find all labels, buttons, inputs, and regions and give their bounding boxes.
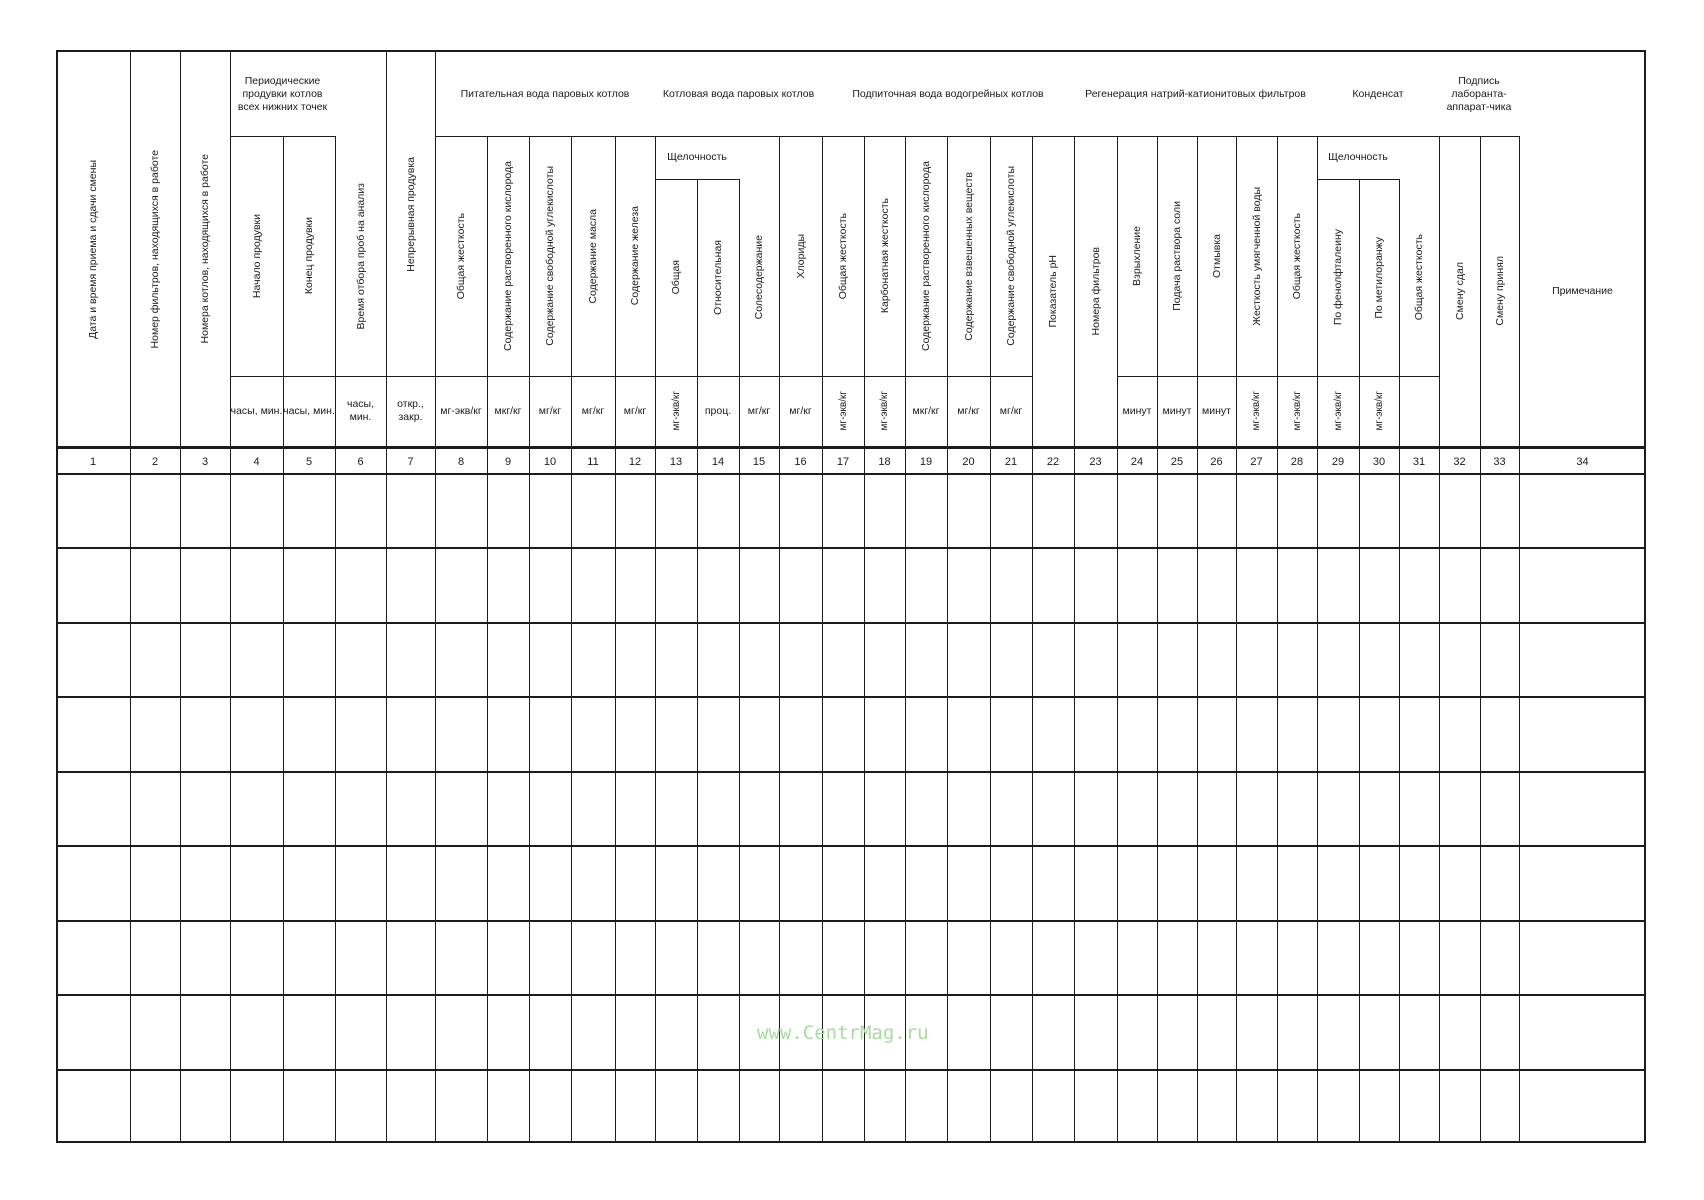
column-unit-11-text: мг/кг <box>581 404 605 417</box>
column-number-19 <box>905 451 947 473</box>
column-unit-9 <box>487 376 529 446</box>
column-number-33 <box>1480 451 1519 473</box>
column-unit-19 <box>905 376 947 446</box>
column-number-6-text: 6 <box>357 456 364 468</box>
column-header-11 <box>571 136 615 376</box>
column-header-9-text: Содержание растворенного кислорода <box>502 161 514 351</box>
column-number-7-text: 7 <box>407 456 414 468</box>
column-unit-14-text: проц. <box>704 404 732 417</box>
column-unit-30 <box>1359 376 1399 446</box>
row-line-4 <box>56 771 1646 773</box>
column-header-17-text: Общая жесткость <box>837 212 849 300</box>
column-header-21 <box>990 136 1032 376</box>
column-number-9 <box>487 451 529 473</box>
column-number-11 <box>571 451 615 473</box>
column-number-15-text: 15 <box>752 456 766 468</box>
column-header-32-text: Смену сдал <box>1453 262 1466 320</box>
column-number-26 <box>1197 451 1236 473</box>
column-number-24-text: 24 <box>1130 456 1144 468</box>
unit-line-31 <box>1399 376 1439 377</box>
column-number-34 <box>1519 451 1646 473</box>
header-separator <box>56 446 1646 449</box>
column-header-1-text: Дата и время приема и сдачи смены <box>87 159 99 339</box>
column-unit-6-text: часы, мин. <box>346 398 375 423</box>
column-header-25 <box>1157 136 1197 376</box>
column-unit-15-text: мг/кг <box>747 404 771 417</box>
group-header-feed-text: Питательная вода паровых котлов <box>460 87 630 100</box>
column-header-8 <box>435 136 487 376</box>
column-header-14 <box>697 179 739 376</box>
column-unit-26-text: минут <box>1202 404 1231 417</box>
column-unit-18 <box>864 376 905 446</box>
column-unit-10 <box>529 376 571 446</box>
column-header-8-text: Общая жесткость <box>455 212 467 300</box>
column-header-19 <box>905 136 947 376</box>
column-number-29 <box>1317 451 1359 473</box>
column-header-22-text: Показатель pH <box>1047 254 1059 328</box>
column-number-15 <box>739 451 779 473</box>
column-unit-28-text: мг-экв/кг <box>1291 391 1303 431</box>
group-header-purge-text: Периодические продувки котлов всех нижних точек <box>237 74 328 113</box>
column-header-7 <box>386 52 435 376</box>
column-number-32 <box>1439 451 1480 473</box>
column-header-27-text: Жесткость умягченной воды <box>1250 186 1263 326</box>
row-line-3 <box>56 696 1646 698</box>
column-number-23-text: 23 <box>1089 456 1102 468</box>
column-header-31-text: Общая жесткость <box>1413 234 1425 321</box>
column-number-16-text: 16 <box>794 456 807 468</box>
column-header-13 <box>655 179 697 376</box>
column-header-10-text: Содержание свободной углекислоты <box>544 166 556 346</box>
column-header-28 <box>1277 136 1317 376</box>
column-header-20 <box>947 136 990 376</box>
column-unit-17-text: мг-экв/кг <box>837 391 849 431</box>
column-unit-27 <box>1236 376 1277 446</box>
column-header-29-text: По фенолфталеину <box>1332 229 1344 326</box>
row-line-5 <box>56 845 1646 847</box>
column-number-20 <box>947 451 990 473</box>
column-number-6 <box>335 451 386 473</box>
column-header-1 <box>56 52 130 446</box>
group-header-purge <box>230 52 335 136</box>
group-header-makeup <box>822 52 1074 136</box>
column-number-3 <box>180 451 230 473</box>
column-unit-16-text: мг/кг <box>789 404 812 417</box>
column-header-34-text: Примечание <box>1552 284 1613 297</box>
column-header-28-text: Общая жесткость <box>1291 212 1303 300</box>
row-line-1 <box>56 547 1646 549</box>
column-unit-12-text: мг/кг <box>623 404 647 417</box>
column-number-4 <box>230 451 283 473</box>
column-header-21-text: Содержание свободной углекислоты <box>1005 166 1017 346</box>
column-unit-29-text: мг-экв/кг <box>1332 391 1344 431</box>
column-header-19-text: Содержание растворенного кислорода <box>920 161 932 351</box>
column-number-31 <box>1399 451 1439 473</box>
column-number-9-text: 9 <box>504 456 512 468</box>
column-header-2-text: Номер фильтров, находящихся в работе <box>149 149 161 349</box>
column-header-30 <box>1359 179 1399 376</box>
column-number-5 <box>283 451 335 473</box>
column-number-20-text: 20 <box>962 456 975 468</box>
column-number-14-text: 14 <box>711 456 725 468</box>
column-number-31-text: 31 <box>1412 456 1426 468</box>
column-header-3 <box>180 52 230 446</box>
group-header-feed <box>435 52 655 136</box>
subgroup-header-alk_boiler <box>655 136 739 179</box>
column-number-8-text: 8 <box>457 456 465 468</box>
column-header-16 <box>779 136 822 376</box>
group-header-cond-text: Конденсат <box>1352 87 1404 100</box>
column-unit-29 <box>1317 376 1359 446</box>
column-unit-11 <box>571 376 615 446</box>
group-header-regen-text: Регенерация натрий-катионитовых фильтров <box>1085 87 1306 100</box>
column-header-12-text: Содержание железа <box>629 206 641 306</box>
column-unit-5-text: часы, мин. <box>283 404 335 417</box>
group-header-sign-text: Подпись лаборанта-аппарат-чика <box>1446 74 1512 113</box>
column-header-6 <box>335 136 386 376</box>
column-header-5-text: Конец продувки <box>303 217 315 295</box>
column-header-33-text: Смену принял <box>1493 256 1506 326</box>
column-unit-13-text: мг-экв/кг <box>670 391 682 431</box>
column-header-4 <box>230 136 283 376</box>
column-unit-24 <box>1117 376 1157 446</box>
column-number-18-text: 18 <box>878 456 891 468</box>
column-number-28-text: 28 <box>1290 456 1304 468</box>
column-number-17 <box>822 451 864 473</box>
subgroup-header-alk_boiler-text: Щелочность <box>667 151 727 163</box>
column-header-20-text: Содержание взвешенных веществ <box>962 171 975 341</box>
column-header-22 <box>1032 136 1074 446</box>
group-header-sign <box>1439 52 1519 136</box>
column-unit-7-text: откр., закр. <box>397 398 424 423</box>
column-unit-10-text: мг/кг <box>538 404 562 417</box>
column-header-33 <box>1480 136 1519 446</box>
border-bottom <box>56 1141 1646 1143</box>
column-number-22-text: 22 <box>1046 456 1060 468</box>
column-header-30-text: По метилоранжу <box>1373 236 1385 319</box>
column-number-1 <box>56 451 130 473</box>
column-header-18 <box>864 136 905 376</box>
column-number-27 <box>1236 451 1277 473</box>
column-number-23 <box>1074 451 1117 473</box>
column-header-23 <box>1074 136 1117 446</box>
column-number-2-text: 2 <box>151 456 159 468</box>
column-header-26 <box>1197 136 1236 376</box>
number-row-bottom <box>56 473 1646 475</box>
column-number-1-text: 1 <box>89 456 97 468</box>
subgroup-header-alk_cond <box>1317 136 1399 179</box>
column-header-15 <box>739 179 779 376</box>
column-header-18-text: Карбонатная жесткость <box>878 198 891 314</box>
group-header-regen <box>1074 52 1317 136</box>
column-number-10 <box>529 451 571 473</box>
column-unit-17 <box>822 376 864 446</box>
column-unit-16 <box>779 376 822 446</box>
column-unit-8-text: мг-экв/кг <box>440 404 482 417</box>
column-unit-28 <box>1277 376 1317 446</box>
column-number-33-text: 33 <box>1493 456 1506 468</box>
column-header-6-text: Время отбора проб на анализ <box>354 182 367 330</box>
watermark: www.CentrMag.ru <box>757 1022 929 1044</box>
group-header-cond <box>1317 52 1439 136</box>
column-number-26-text: 26 <box>1210 456 1223 468</box>
column-unit-15 <box>739 376 779 446</box>
column-header-34 <box>1519 136 1646 446</box>
subgroup-header-alk_cond-text: Щелочность <box>1328 151 1388 163</box>
group-header-boiler <box>655 52 822 136</box>
column-header-26-text: Отмывка <box>1210 234 1223 278</box>
column-unit-20-text: мг/кг <box>957 404 980 417</box>
column-number-24 <box>1117 451 1157 473</box>
column-header-2 <box>130 52 180 446</box>
column-unit-21 <box>990 376 1032 446</box>
column-header-9 <box>487 136 529 376</box>
row-line-7 <box>56 994 1646 996</box>
column-unit-24-text: минут <box>1122 404 1152 417</box>
column-header-10 <box>529 136 571 376</box>
column-header-31 <box>1399 179 1439 376</box>
column-number-32-text: 32 <box>1453 456 1466 468</box>
row-line-2 <box>56 622 1646 624</box>
column-number-18 <box>864 451 905 473</box>
column-number-7 <box>386 451 435 473</box>
column-header-15-text: Солесодержание <box>753 235 765 320</box>
column-header-27 <box>1236 136 1277 376</box>
column-number-13-text: 13 <box>669 456 683 468</box>
column-unit-18-text: мг-экв/кг <box>879 391 890 431</box>
column-number-25-text: 25 <box>1170 456 1184 468</box>
column-unit-13 <box>655 376 697 446</box>
column-header-3-text: Номера котлов, находящихся в работе <box>199 154 211 344</box>
column-number-12-text: 12 <box>628 456 642 468</box>
column-header-16-text: Хлориды <box>794 233 807 279</box>
column-unit-25-text: минут <box>1162 404 1192 417</box>
column-number-30-text: 30 <box>1372 456 1386 468</box>
column-unit-8 <box>435 376 487 446</box>
column-number-10-text: 10 <box>543 456 557 468</box>
column-number-4-text: 4 <box>253 456 260 468</box>
column-header-17 <box>822 136 864 376</box>
column-number-27-text: 27 <box>1250 456 1263 468</box>
column-number-21 <box>990 451 1032 473</box>
column-unit-26 <box>1197 376 1236 446</box>
column-unit-7 <box>386 376 435 446</box>
column-number-19-text: 19 <box>919 456 933 468</box>
column-unit-21-text: мг/кг <box>999 404 1023 417</box>
column-unit-19-text: мкг/кг <box>912 404 940 417</box>
column-number-22 <box>1032 451 1074 473</box>
column-unit-6 <box>335 376 386 446</box>
column-number-17-text: 17 <box>836 456 850 468</box>
column-number-29-text: 29 <box>1331 456 1345 468</box>
group-header-boiler-text: Котловая вода паровых котлов <box>662 87 815 100</box>
column-header-32 <box>1439 136 1480 446</box>
column-number-34-text: 34 <box>1576 456 1589 468</box>
column-number-14 <box>697 451 739 473</box>
column-number-28 <box>1277 451 1317 473</box>
column-number-3-text: 3 <box>201 456 209 468</box>
column-header-23-text: Номера фильтров <box>1089 246 1102 336</box>
column-header-24 <box>1117 136 1157 376</box>
column-number-5-text: 5 <box>305 456 313 468</box>
column-unit-25 <box>1157 376 1197 446</box>
column-header-5 <box>283 136 335 376</box>
row-line-8 <box>56 1069 1646 1071</box>
column-number-25 <box>1157 451 1197 473</box>
column-header-14-text: Относительная <box>712 240 724 315</box>
column-header-11-text: Содержание масла <box>587 208 599 304</box>
table-grid <box>56 50 1646 1143</box>
column-number-8 <box>435 451 487 473</box>
column-number-16 <box>779 451 822 473</box>
column-unit-30-text: мг-экв/кг <box>1373 391 1385 431</box>
column-unit-12 <box>615 376 655 446</box>
column-number-12 <box>615 451 655 473</box>
column-header-25-text: Подача раствора соли <box>1171 201 1183 311</box>
column-number-13 <box>655 451 697 473</box>
column-unit-27-text: мг-экв/кг <box>1251 391 1262 431</box>
column-number-21-text: 21 <box>1004 456 1018 468</box>
column-header-12 <box>615 136 655 376</box>
column-unit-20 <box>947 376 990 446</box>
column-unit-9-text: мкг/кг <box>494 404 522 417</box>
row-line-6 <box>56 920 1646 922</box>
column-unit-4-text: часы, мин. <box>230 404 283 417</box>
log-form <box>56 50 1646 1143</box>
column-number-11-text: 11 <box>587 456 599 468</box>
column-unit-4 <box>230 376 283 446</box>
column-header-24-text: Взрыхление <box>1131 226 1143 286</box>
column-number-2 <box>130 451 180 473</box>
column-header-4-text: Начало продувки <box>250 213 263 299</box>
column-header-29 <box>1317 179 1359 376</box>
column-header-7-text: Непрерывная продувка <box>404 156 417 272</box>
group-header-makeup-text: Подпиточная вода водогрейных котлов <box>852 87 1044 100</box>
column-unit-5 <box>283 376 335 446</box>
column-unit-14 <box>697 376 739 446</box>
column-header-13-text: Общая <box>670 260 682 295</box>
column-number-30 <box>1359 451 1399 473</box>
